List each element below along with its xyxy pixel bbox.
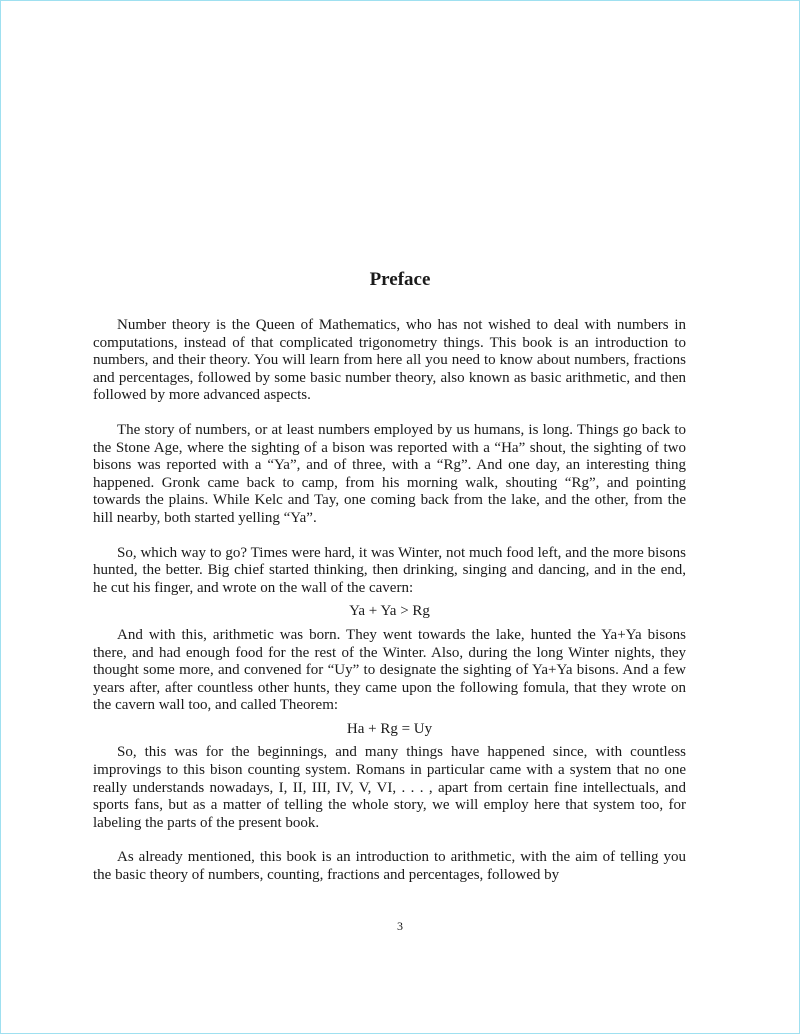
paragraph-1: Number theory is the Queen of Mathematics, who has not wished to deal with numbers in computations, instead of that complicated trigonometry things. This book is an introduction to numbers, and their theory. You will learn from here all you need to know about numbers, fractions and percentages, followed by some basic number theory, also known as basic arithmetic, and then followed by more advanced aspects.: [93, 317, 686, 404]
paragraph-2: The story of numbers, or at least numbers employed by us humans, is long. Things go back to the Stone Age, where the sighting of a bison was reported with a “Ha” shout, the sighting of two bisons was reported with a “Ya”, and of three, with a “Rg”. And one day, an interesting thing happened. Gronk came back to camp, from his morning walk, shouting “Rg”, and pointing towards the plains. While Kelc and Tay, one coming back from the lake, and the other, from the hill nearby, both started yelling “Ya”.: [93, 421, 686, 526]
paragraph-6: As already mentioned, this book is an introduction to arithmetic, with the aim of telling you the basic theory of numbers, counting, fractions and percentages, followed by: [93, 849, 686, 884]
preface-body: [93, 317, 686, 885]
page-number: 3: [397, 919, 403, 933]
equation-2: Ha + Rg = Uy: [346, 720, 433, 737]
paragraph-5: So, this was for the beginnings, and many things have happened since, with countless improvings to this bison counting system. Romans in particular came with a system that no one really understands nowadays, I, II, III, IV, V, VI, . . . , apart from certain fine intellectuals, and sports fans, but as a matter of telling the whole story, we will employ here that system too, for labeling the parts of the present book.: [93, 744, 686, 831]
page-title: Preface: [369, 269, 431, 290]
paragraph-3: So, which way to go? Times were hard, it was Winter, not much food left, and the more bisons hunted, the better. Big chief started thinking, then drinking, singing and dancing, and in the end, he cut his finger, and wrote on the wall of the cavern:: [93, 544, 686, 596]
equation-1: Ya + Ya > Rg: [349, 603, 430, 620]
paragraph-4: And with this, arithmetic was born. They went towards the lake, hunted the Ya+Ya bisons there, and had enough food for the rest of the Winter. Also, during the long Winter nights, they thought some more, and convened for “Uy” to designate the sighting of Ya+Ya bisons. And a few years after, after countless other hunts, they came upon the following fomula, that they wrote on the cavern wall too, and called Theorem:: [93, 626, 686, 714]
